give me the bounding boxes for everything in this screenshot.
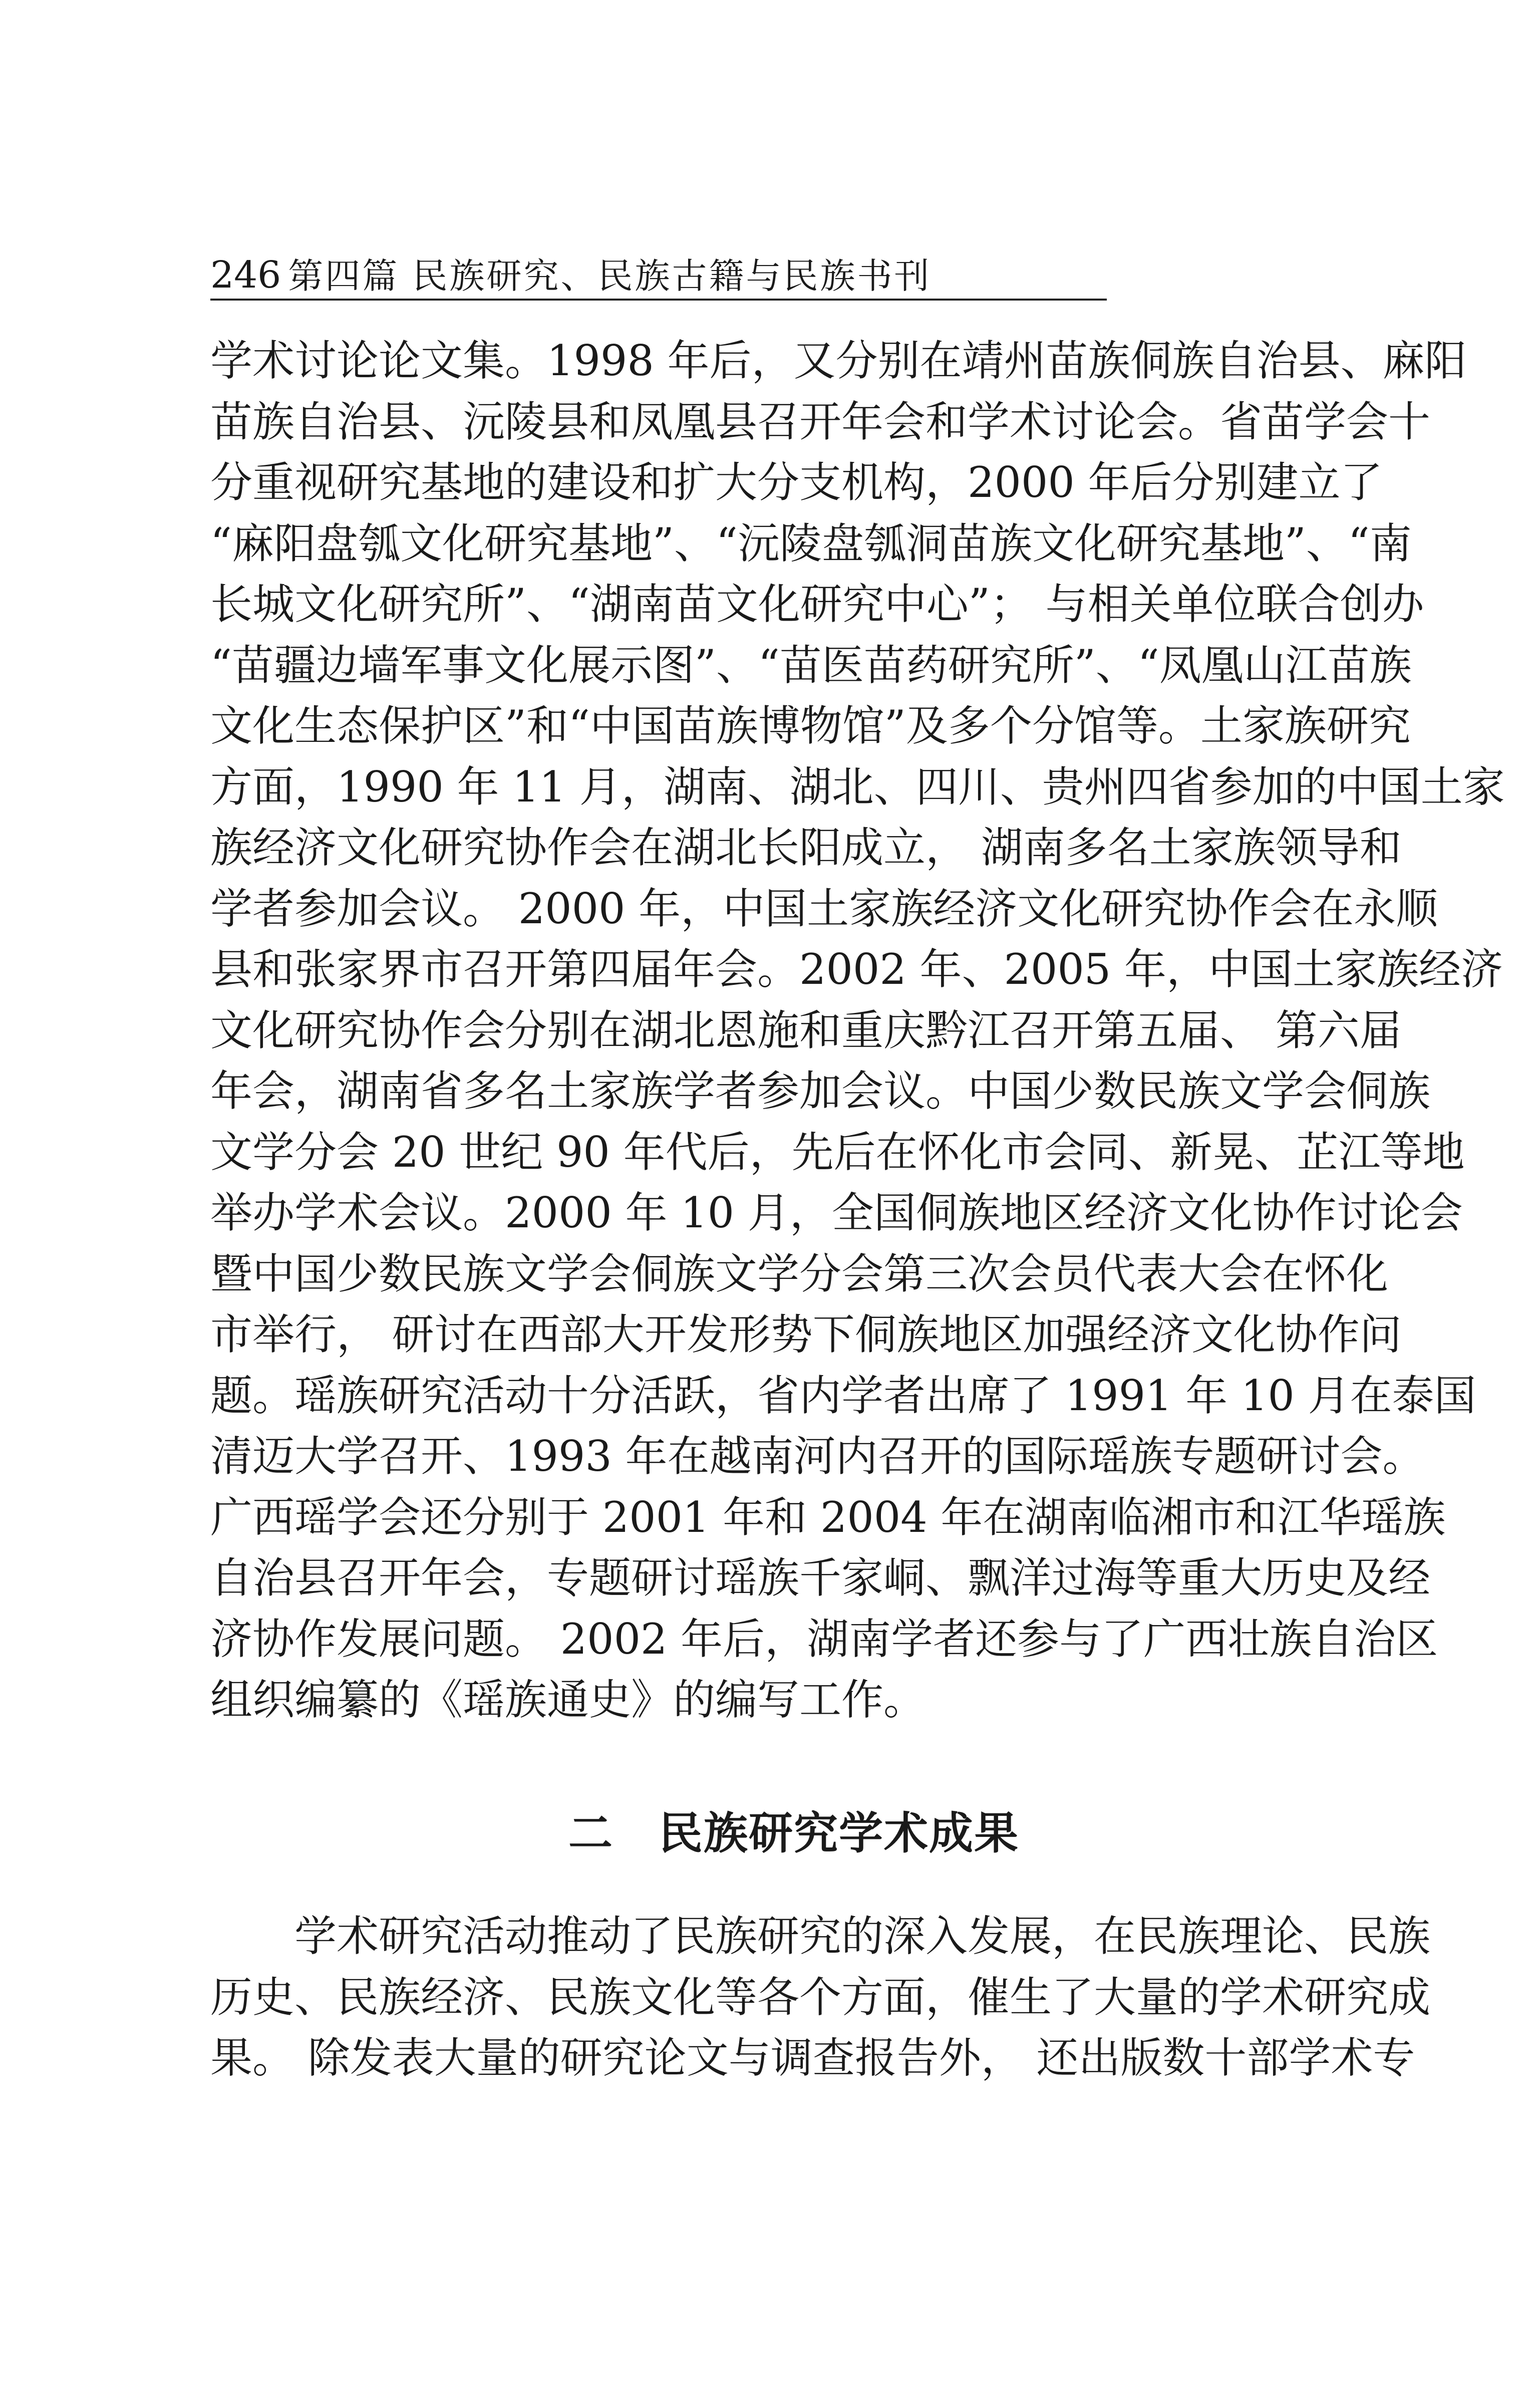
text-line: 题。瑶族研究活动十分活跃，省内学者出席了 1991 年 10 月在泰国 (210, 1371, 1476, 1420)
text-line: 学术讨论论文集。1998 年后，又分别在靖州苗族侗族自治县、麻阳 (210, 336, 1467, 385)
text-line: 文化生态保护区”和“中国苗族博物馆”及多个分馆等。土家族研究 (210, 701, 1411, 750)
text-line: 举办学术会议。2000 年 10 月，全国侗族地区经济文化协作讨论会 (210, 1188, 1463, 1237)
text-line: 文化研究协作会分别在湖北恩施和重庆黔江召开第五届、 第六届 (210, 1005, 1402, 1055)
text-line: 历史、民族经济、民族文化等各个方面，催生了大量的学术研究成 (210, 1972, 1431, 2022)
text-line: 组织编纂的《瑶族通史》的编写工作。 (210, 1675, 926, 1724)
text-line: 市举行， 研讨在西部大开发形势下侗族地区加强经济文化协作问 (210, 1310, 1402, 1359)
text-line: 暨中国少数民族文学会侗族文学分会第三次会员代表大会在怀化 (210, 1249, 1389, 1298)
text-line: 广西瑶学会还分别于 2001 年和 2004 年在湖南临湘市和江华瑶族 (210, 1492, 1446, 1542)
text-line: 学者参加会议。 2000 年，中国土家族经济文化研究协作会在永顺 (210, 884, 1438, 933)
paragraph-1 (210, 331, 1505, 1731)
text-line: “苗疆边墙军事文化展示图”、“苗医苗药研究所”、“凤凰山江苗族 (210, 640, 1412, 690)
text-line: 年会，湖南省多名土家族学者参加会议。中国少数民族文学会侗族 (210, 1067, 1431, 1116)
text-line: “麻阳盘瓠文化研究基地”、“沅陵盘瓠洞苗族文化研究基地”、“南 (210, 518, 1412, 568)
text-line: 苗族自治县、沅陵县和凤凰县召开年会和学术讨论会。省苗学会十 (210, 397, 1431, 446)
running-header (210, 250, 1107, 301)
section-heading (210, 1801, 1377, 1866)
text-line: 长城文化研究所”、“湖南苗文化研究中心”； 与相关单位联合创办 (210, 580, 1424, 629)
text-line: 自治县召开年会，专题研讨瑶族千家峒、飘洋过海等重大历史及经 (210, 1553, 1431, 1603)
page-number: 246 (210, 253, 281, 297)
section-title: 民族研究学术成果 (659, 1807, 1020, 1859)
section-number: 二 (568, 1807, 613, 1859)
paragraph-2 (210, 1906, 1431, 2089)
text-line: 学术研究活动推动了民族研究的深入发展，在民族理论、民族 (294, 1912, 1431, 1961)
text-line: 清迈大学召开、1993 年在越南河内召开的国际瑶族专题研讨会。 (210, 1432, 1425, 1481)
text-line: 济协作发展问题。 2002 年后，湖南学者还参与了广西壮族自治区 (210, 1614, 1438, 1664)
text-line: 族经济文化研究协作会在湖北长阳成立， 湖南多名土家族领导和 (210, 823, 1402, 872)
text-line: 文学分会 20 世纪 90 年代后，先后在怀化市会同、新晃、芷江等地 (210, 1127, 1465, 1177)
text-line: 果。 除发表大量的研究论文与调查报告外， 还出版数十部学术专 (210, 2033, 1415, 2082)
text-line: 分重视研究基地的建设和扩大分支机构，2000 年后分别建立了 (210, 458, 1383, 507)
running-title: 第四篇 民族研究、民族古籍与民族书刊 (288, 255, 932, 297)
text-line: 县和张家界市召开第四届年会。2002 年、2005 年，中国土家族经济 (210, 945, 1503, 994)
text-line: 方面，1990 年 11 月，湖南、湖北、四川、贵州四省参加的中国土家 (210, 762, 1505, 812)
